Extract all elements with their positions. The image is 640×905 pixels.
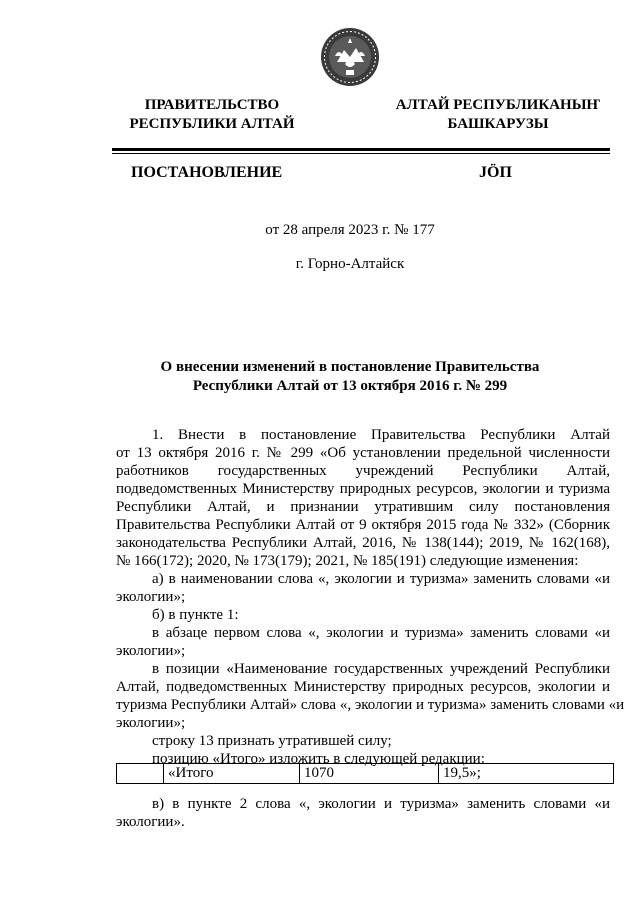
paragraph-1-line: № 166(172); 2020, № 173(179); 2021, № 185(191) следующие изменения: <box>116 553 579 569</box>
header-divider-thick <box>112 148 610 151</box>
header-divider-thin <box>112 153 610 154</box>
subparagraph-c-line: экологии». <box>116 814 185 830</box>
paragraph-1-line: законодательства Республики Алтай, 2016, № 138(144); 2019, № 162(168), <box>116 535 610 551</box>
document-city: г. Горно-Алтайск <box>295 256 405 272</box>
issuer-name-russian <box>112 96 312 134</box>
coat-of-arms-emblem <box>319 26 381 88</box>
subparagraph-b-item-3 <box>116 732 610 750</box>
document-date-number: от 28 апреля 2023 г. № 177 <box>265 222 435 238</box>
issuer-name-altai-line1: АЛТАЙ РЕСПУБЛИКАНЫҤ <box>395 97 601 113</box>
document-title <box>116 358 584 396</box>
subparagraph-b-item-2-line: в позиции «Наименование государственных учреждений Республики <box>152 661 610 677</box>
issuer-name-russian-line2: РЕСПУБЛИКИ АЛТАЙ <box>129 116 295 132</box>
subparagraph-b-item-2-line: Алтай, подведомственных Министерству природных ресурсов, экологии и <box>116 679 610 695</box>
subparagraph-b-item-1-line: в абзаце первом слова «, экологии и туризма» заменить словами «и <box>152 625 610 641</box>
paragraph-1-line: Республики Алтай, и признании утратившим силу постановления <box>116 499 610 515</box>
paragraph-1 <box>116 426 610 570</box>
paragraph-1-line: подведомственных Министерству природных ресурсов, экологии и туризма <box>116 481 610 497</box>
document-type-russian: ПОСТАНОВЛЕНИЕ <box>131 164 283 181</box>
subparagraph-b-item-4-line: позицию «Итого» изложить в следующей редакции: <box>152 751 485 767</box>
itogo-table <box>116 763 614 784</box>
subparagraph-b-item-1-line: экологии»; <box>116 643 186 659</box>
document-title-line2: Республики Алтай от 13 октября 2016 г. № 299 <box>192 378 508 394</box>
subparagraph-b-item-2-line: экологии»; <box>116 715 186 731</box>
table-cell-name: «Итого <box>164 764 300 784</box>
paragraph-1-line: 1. Внести в постановление Правительства Республики Алтай <box>152 427 610 443</box>
subparagraph-a <box>116 570 610 606</box>
subparagraph-b-item-2-line: туризма Республики Алтай» слова «, экологии и туризма» заменить словами «и <box>116 697 625 713</box>
document-body <box>116 426 625 768</box>
table-cell-count: 1070 <box>300 764 439 784</box>
issuer-name-altai <box>378 96 618 134</box>
subparagraph-b-item-1 <box>116 624 610 660</box>
subparagraph-b-item-2 <box>116 660 625 732</box>
subparagraph-c <box>116 795 610 831</box>
paragraph-1-line: Правительства Республики Алтай от 9 октября 2015 года № 332» (Сборник <box>116 517 610 533</box>
document-type-altai: JӦП <box>479 164 512 181</box>
subparagraph-a-line: экологии»; <box>116 589 186 605</box>
subparagraph-b-item-3-line: строку 13 признать утратившей силу; <box>152 733 392 749</box>
table-cell-rate: 19,5»; <box>439 764 614 784</box>
table-cell-number <box>117 764 164 784</box>
subparagraph-c-line: в) в пункте 2 слова «, экологии и туризма» заменить словами «и <box>152 796 610 812</box>
subparagraph-a-line: а) в наименовании слова «, экологии и туризма» заменить словами «и <box>152 571 610 587</box>
paragraph-1-line: от 13 октября 2016 г. № 299 «Об установлении предельной численности <box>116 445 610 461</box>
subparagraph-b-heading: б) в пункте 1: <box>152 607 239 623</box>
table-row <box>117 764 614 784</box>
issuer-name-altai-line2: БАШКАРУЗЫ <box>447 116 549 132</box>
issuer-name-russian-line1: ПРАВИТЕЛЬСТВО <box>144 97 280 113</box>
document-title-line1: О внесении изменений в постановление Правительства <box>160 359 540 375</box>
paragraph-1-line: работников государственных учреждений Республики Алтай, <box>116 463 610 479</box>
subparagraph-b <box>116 606 610 624</box>
